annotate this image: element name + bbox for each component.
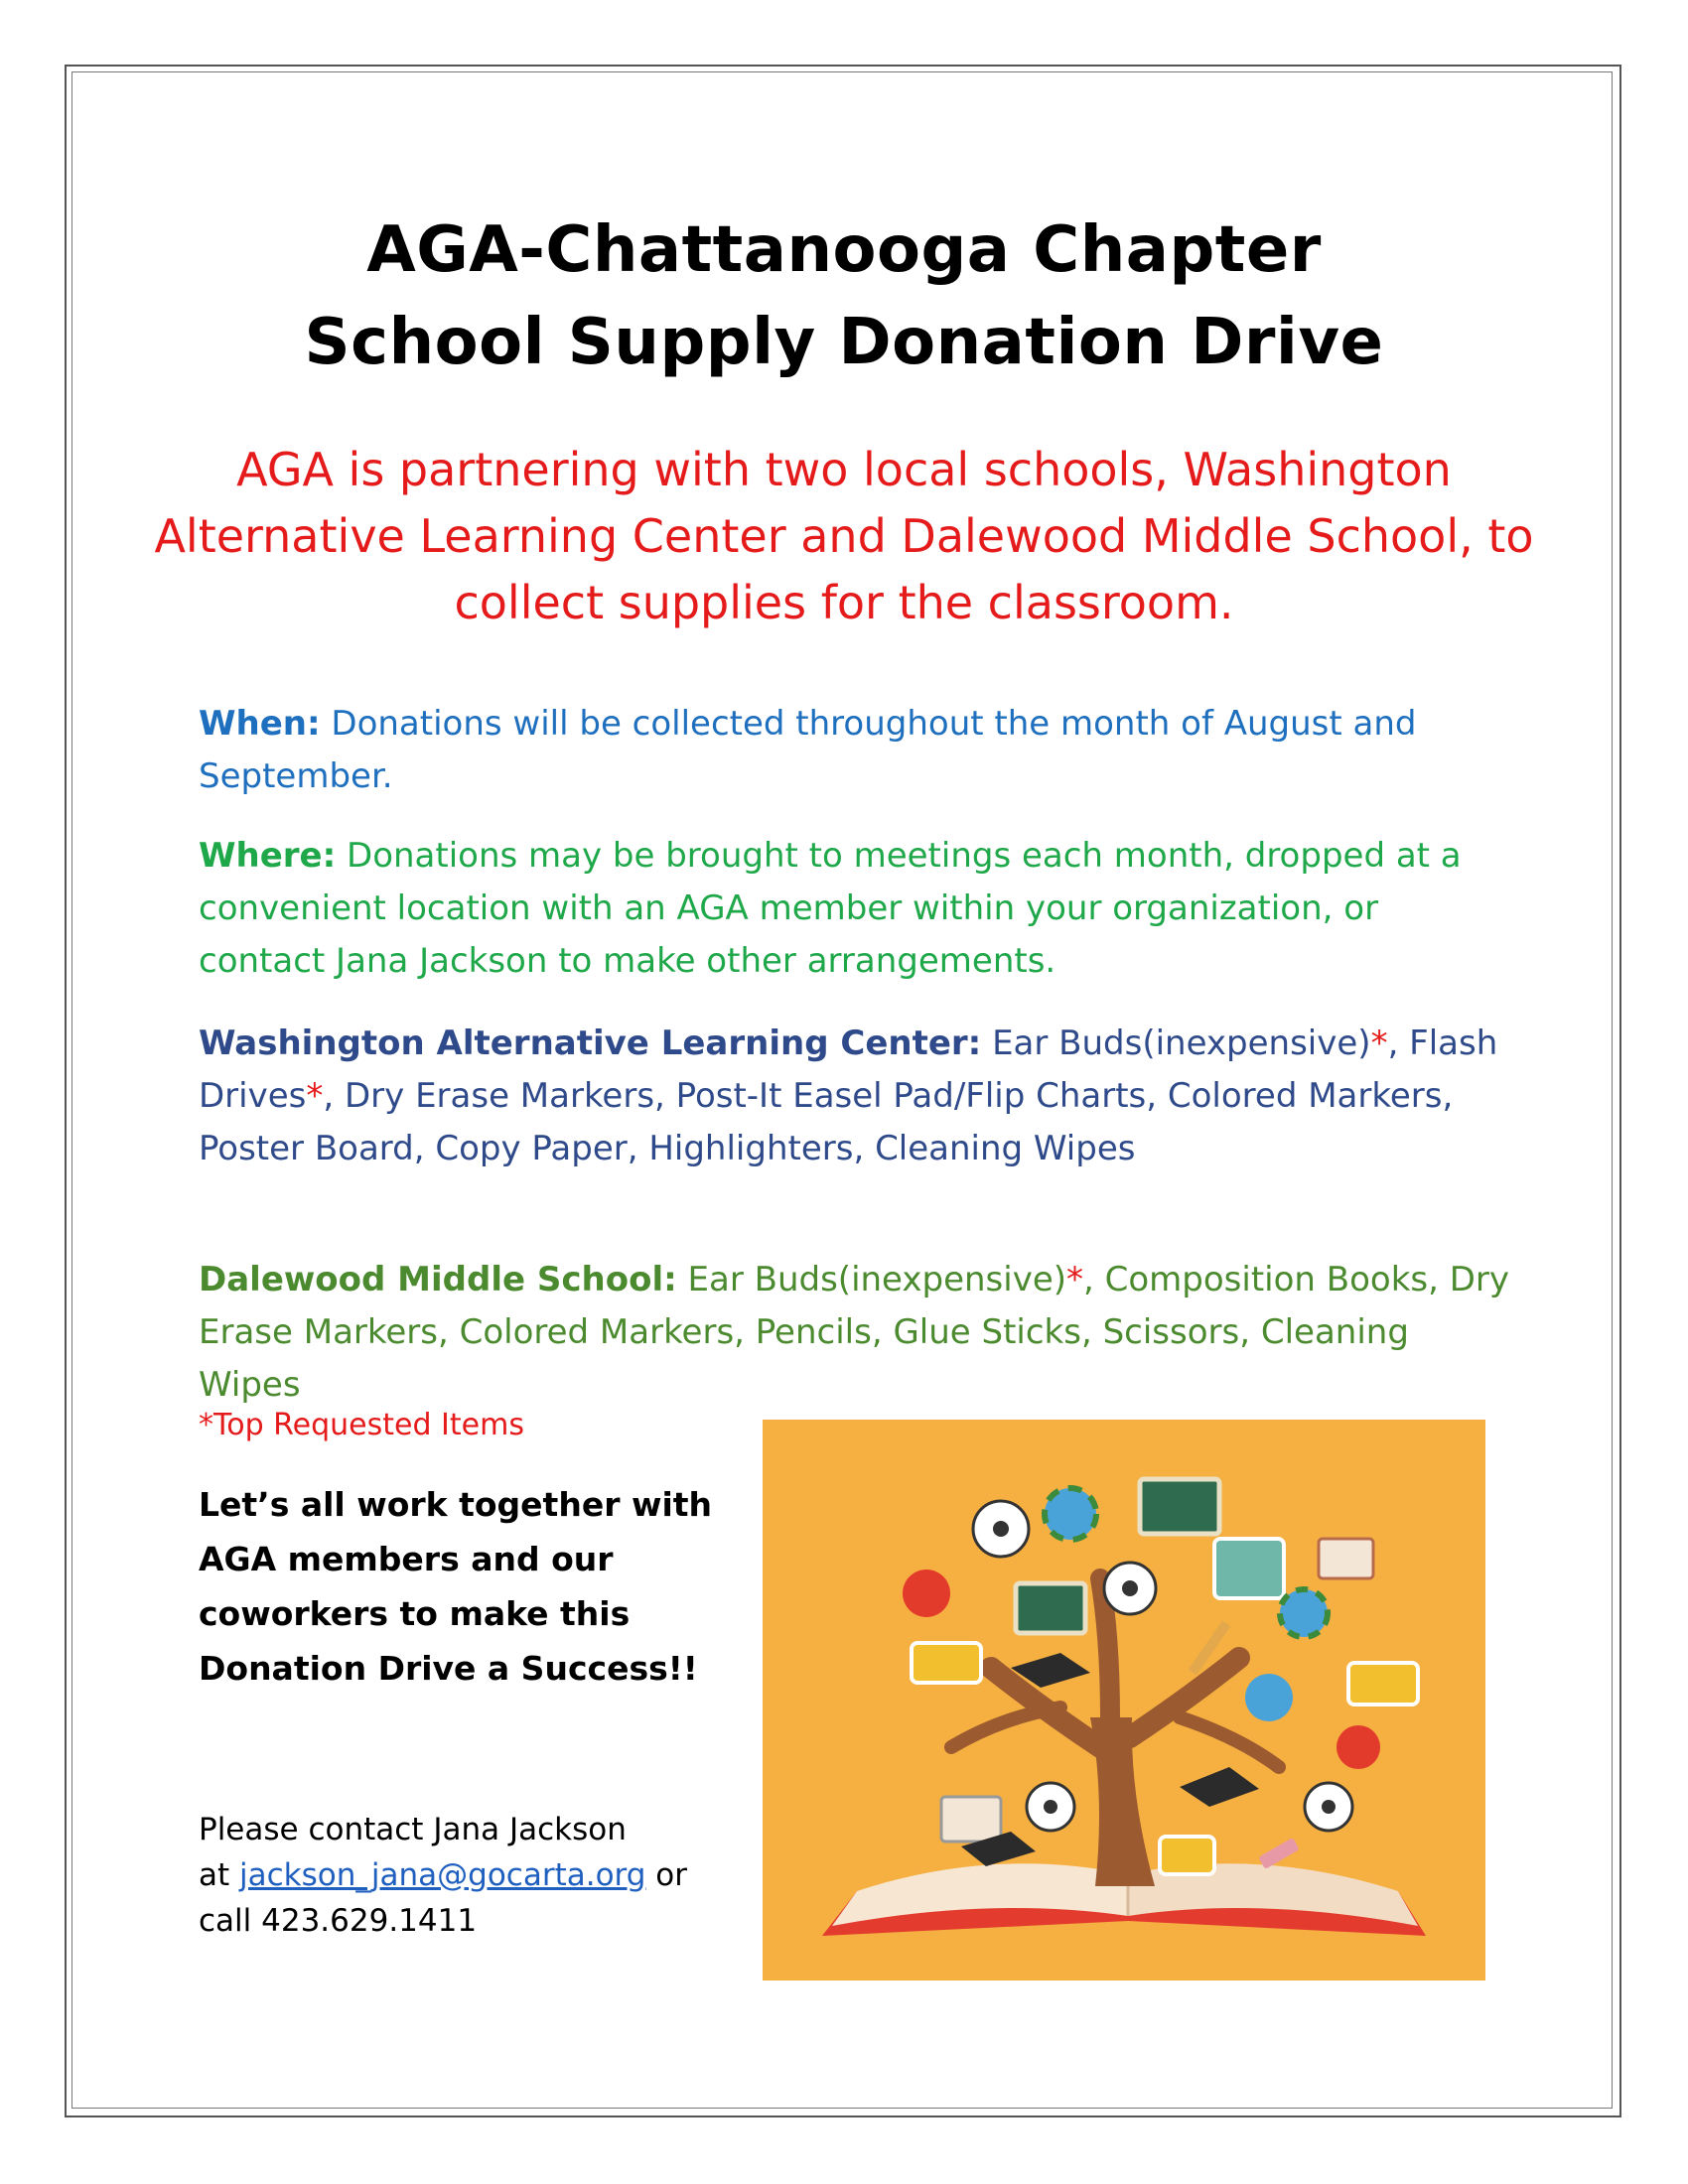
- washington-rest: , Dry Erase Markers, Post-It Easel Pad/Flip Charts, Colored Markers, Poster Board, Copy Paper, Highlighters, Cleaning Wipes: [199, 1076, 1454, 1168]
- contact-line-1: Please contact Jana Jackson: [199, 1812, 627, 1847]
- contact-line-2: [199, 1852, 755, 1898]
- tree-of-knowledge-book-illustration: [763, 1420, 1485, 1980]
- where-text: Donations may be brought to meetings each month, dropped at a convenient location with an AGA member within your organization, or contact Jana Jackson to make other arrangements.: [199, 836, 1462, 981]
- dalewood-rest: , Composition Books, Dry Erase Markers, Colored Markers, Pencils, Glue Sticks, Scissors, Cleaning Wipes: [199, 1260, 1509, 1405]
- washington-star-1: *: [1370, 1024, 1388, 1063]
- contact-at: at: [199, 1857, 240, 1893]
- contact-line-3: call 423.629.1411: [199, 1903, 478, 1939]
- contact-block: [199, 1807, 755, 1944]
- top-requested-note: *Top Requested Items: [199, 1408, 524, 1442]
- when-label: When:: [199, 704, 321, 744]
- washington-label: Washington Alternative Learning Center:: [199, 1024, 982, 1063]
- title-line-1: AGA-Chattanooga Chapter: [366, 213, 1322, 287]
- dalewood-label: Dalewood Middle School:: [199, 1260, 677, 1299]
- washington-star-2: *: [306, 1076, 324, 1116]
- intro-text: AGA is partnering with two local schools, Washington Alternative Learning Center and Dalewood Middle School, to collect supplies for the classroom.: [154, 443, 1534, 629]
- contact-or: or: [645, 1857, 687, 1893]
- washington-item-2: , Flash Drives: [199, 1024, 1498, 1116]
- where-label: Where:: [199, 836, 337, 876]
- washington-list: [199, 1018, 1509, 1175]
- where-paragraph: [199, 830, 1509, 988]
- title-line-2: School Supply Donation Drive: [304, 306, 1384, 379]
- email-link[interactable]: jackson_jana@gocarta.org: [239, 1857, 646, 1893]
- when-text: Donations will be collected throughout the month of August and September.: [199, 704, 1417, 796]
- dalewood-star: *: [1066, 1260, 1084, 1299]
- when-paragraph: [199, 698, 1509, 803]
- call-to-action: Let’s all work together with AGA members and our coworkers to make this Donation Drive a Success!!: [199, 1485, 713, 1688]
- washington-item-1: Ear Buds(inexpensive): [981, 1024, 1371, 1063]
- dalewood-list: [199, 1254, 1509, 1412]
- dalewood-item-1: Ear Buds(inexpensive): [676, 1260, 1067, 1299]
